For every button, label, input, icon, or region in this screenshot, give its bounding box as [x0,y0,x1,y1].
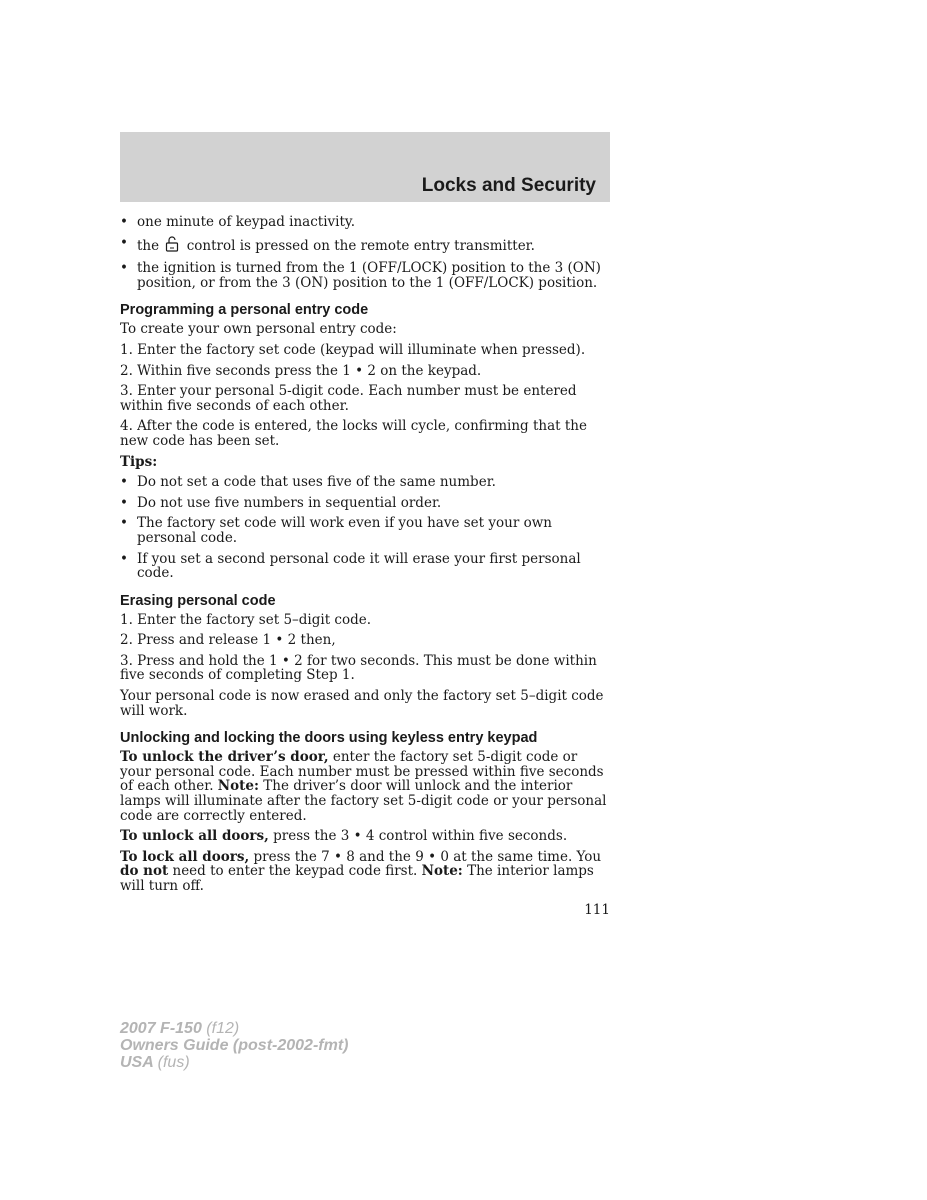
bullet-text: one minute of keypad inactivity. [137,214,356,230]
unlock-driver-text: enter the factory set 5-digit code or your personal code. Each number must be pressed within five seconds of each other. [120,749,604,795]
programming-intro: To create your own personal entry code: [120,321,397,338]
lock-all-paragraph [120,850,612,894]
tip-text: If you set a second personal code it will erase your first personal code. [137,550,581,582]
bullet-text-before-icon: the [137,237,160,254]
bullet-dot: • [120,474,128,491]
tip-text: Do not use five numbers in sequential order. [137,494,442,511]
note-label: Note: [217,778,259,795]
heading-erasing: Erasing personal code [120,592,276,609]
section-header-bar [120,132,610,202]
erasing-closing: Your personal code is now erased and only the factory set 5–digit code will work. [120,688,604,719]
unlock-driver-paragraph [120,750,612,823]
tip-item [120,516,612,545]
bullet-dot: • [120,550,128,567]
page-content [120,215,612,900]
note-label: Note: [421,863,463,880]
tip-item [120,552,612,581]
bullet-text: the ignition is turned from the 1 (OFF/LOCK) position to the 3 (ON) position, or from the 3 (ON) position to the 1 (OFF/LOCK) position. [137,260,601,291]
programming-step: 2. Within five seconds press the 1 • 2 on the keypad. [120,362,482,379]
erasing-step: 3. Press and hold the 1 • 2 for two seconds. This must be done within five seconds of completing Step 1. [120,652,597,684]
note-text: The driver’s door will unlock and the interior lamps will illuminate after the factory set 5-digit code or your personal code are correctly entered. [120,778,607,824]
tip-text: Do not set a code that uses five of the same number. [137,474,496,491]
unlock-all-paragraph [120,829,612,844]
lock-all-text: press the 7 • 8 and the 9 • 0 at the same time. You [249,848,602,865]
footer-line-1 [120,1020,348,1037]
programming-step: 1. Enter the factory set code (keypad will illuminate when pressed). [120,341,586,358]
heading-programming: Programming a personal entry code [120,302,369,319]
bullet-dot: • [120,214,128,230]
bullet-item [120,215,612,230]
heading-unlocking: Unlocking and locking the doors using keyless entry keypad [120,730,538,747]
footer-market-code: (fus) [157,1054,190,1071]
erasing-step: 1. Enter the factory set 5–digit code. [120,611,372,628]
tip-item [120,475,612,490]
lock-all-text-2: need to enter the keypad code first. [168,863,422,880]
bullet-text-after-icon: control is pressed on the remote entry transmitter. [186,237,535,254]
page-number: 111 [584,902,610,918]
erasing-step: 2. Press and release 1 • 2 then, [120,632,336,649]
footer-line-2: Owners Guide (post-2002-fmt) [120,1037,349,1054]
bullet-dot: • [120,494,128,511]
unlock-all-text: press the 3 • 4 control within five seconds. [268,828,568,845]
footer-model: 2007 F-150 [120,1020,202,1037]
section-title: Locks and Security [421,175,596,196]
footer-line-3 [120,1054,348,1071]
programming-step: 4. After the code is entered, the locks will cycle, confirming that the new code has been set. [120,418,587,449]
footer-imprint [120,1020,348,1071]
footer-model-code: (f12) [206,1020,240,1037]
tip-text: The factory set code will work even if you have set your own personal code. [137,515,552,546]
remote-unlock-icon [165,236,180,256]
bullet-item [120,261,612,290]
bullet-item [120,236,612,256]
unlock-all-label: To unlock all doors, [120,828,269,845]
unlock-driver-label: To unlock the driver’s door, [120,749,329,766]
programming-step: 3. Enter your personal 5-digit code. Each number must be entered within five seconds of each other. [120,383,577,414]
tip-item [120,496,612,511]
note-text: The interior lamps will turn off. [120,863,594,894]
bullet-dot: • [120,260,128,277]
bullet-dot: • [120,515,128,532]
footer-market: USA [120,1054,154,1071]
tips-label: Tips: [120,453,158,470]
do-not-emphasis: do not [120,863,169,880]
bullet-dot: • [120,234,128,251]
lock-all-label: To lock all doors, [120,848,250,865]
